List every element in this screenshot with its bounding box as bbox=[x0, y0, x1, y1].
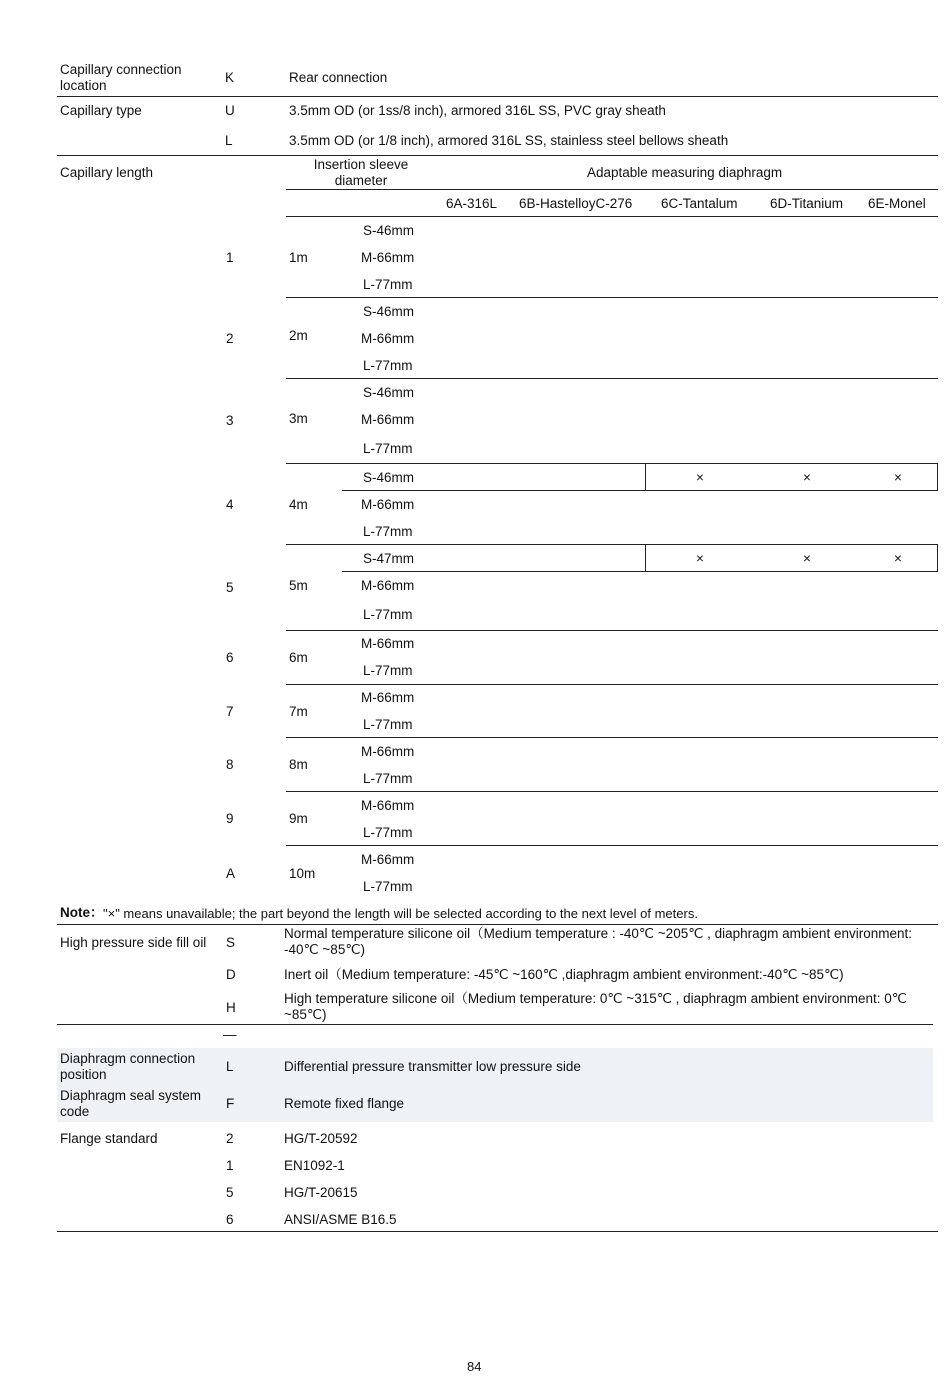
fill-oil-code: S bbox=[226, 935, 236, 950]
capillary-type-label: Capillary type bbox=[60, 103, 142, 118]
divider bbox=[286, 845, 938, 846]
capillary-type-desc: 3.5mm OD (or 1/8 inch), armored 316L SS, stainless steel bellows sheath bbox=[289, 133, 729, 148]
length-value: 9m bbox=[289, 811, 308, 826]
divider bbox=[286, 297, 938, 298]
divider bbox=[57, 155, 938, 156]
length-code: 8 bbox=[226, 757, 234, 772]
flange-desc: EN1092-1 bbox=[284, 1158, 345, 1173]
length-code: A bbox=[226, 866, 236, 881]
sleeve-size: M-66mm bbox=[361, 578, 415, 593]
sleeve-size: L-77mm bbox=[363, 524, 413, 539]
sleeve-size: L-77mm bbox=[363, 717, 413, 732]
sleeve-size: L-77mm bbox=[363, 607, 413, 622]
fill-oil-desc: Normal temperature silicone oil（Medium temperature : -40℃ ~205℃ , diaphragm ambient environment: -40℃ ~85℃) bbox=[284, 926, 912, 957]
fill-oil-desc: High temperature silicone oil（Medium temperature: 0℃ ~315℃ , diaphragm ambient environment: 0℃ ~85℃) bbox=[284, 991, 907, 1022]
insertion-sleeve-header: Insertion sleeve diameter bbox=[313, 157, 409, 188]
diaphragm-6a: 6A-316L bbox=[446, 196, 498, 211]
unavailable-mark: × bbox=[696, 470, 704, 485]
flange-code: 1 bbox=[226, 1158, 234, 1173]
flange-desc: HG/T-20592 bbox=[284, 1131, 358, 1146]
flange-code: 6 bbox=[226, 1212, 234, 1227]
sleeve-size: M-66mm bbox=[361, 331, 415, 346]
flange-code: 2 bbox=[226, 1131, 234, 1146]
capillary-type-code: U bbox=[225, 103, 235, 118]
fill-oil-code: H bbox=[226, 1000, 236, 1015]
fill-oil-code: D bbox=[226, 967, 236, 982]
divider bbox=[342, 571, 938, 572]
sleeve-size: L-77mm bbox=[363, 441, 413, 456]
divider bbox=[286, 216, 938, 217]
sleeve-size: L-77mm bbox=[363, 825, 413, 840]
sleeve-size: L-77mm bbox=[363, 277, 413, 292]
divider bbox=[286, 791, 938, 792]
seal-system-label: Diaphragm seal system code bbox=[60, 1088, 202, 1119]
unavailable-box-edge bbox=[937, 544, 938, 571]
flange-code: 5 bbox=[226, 1185, 234, 1200]
unavailable-box-edge bbox=[937, 463, 938, 490]
diaphragm-header: Adaptable measuring diaphragm bbox=[587, 165, 783, 180]
sleeve-size: L-77mm bbox=[363, 663, 413, 678]
fill-oil-label: High pressure side fill oil bbox=[60, 935, 207, 950]
note-label: Note： bbox=[60, 905, 104, 920]
unavailable-box-edge bbox=[645, 544, 646, 571]
diaphragm-connection-desc: Differential pressure transmitter low pressure side bbox=[284, 1059, 581, 1074]
length-code: 5 bbox=[226, 580, 234, 595]
divider bbox=[286, 189, 938, 190]
sleeve-size: S-46mm bbox=[363, 223, 415, 238]
unavailable-mark: × bbox=[696, 551, 704, 566]
sleeve-size: M-66mm bbox=[361, 690, 415, 705]
sleeve-size: L-77mm bbox=[363, 771, 413, 786]
sleeve-size: S-46mm bbox=[363, 470, 415, 485]
sleeve-size: S-46mm bbox=[363, 385, 415, 400]
sleeve-size: L-77mm bbox=[363, 358, 413, 373]
length-code: 9 bbox=[226, 811, 234, 826]
divider bbox=[57, 1024, 933, 1025]
length-value: 6m bbox=[289, 650, 308, 665]
diaphragm-6d: 6D-Titanium bbox=[770, 196, 844, 211]
flange-desc: HG/T-20615 bbox=[284, 1185, 358, 1200]
length-code: 2 bbox=[226, 331, 234, 346]
seal-system-code: F bbox=[226, 1096, 235, 1111]
length-code: 1 bbox=[226, 250, 234, 265]
diaphragm-6e: 6E-Monel bbox=[868, 196, 926, 211]
diaphragm-connection-label: Diaphragm connection position bbox=[60, 1051, 196, 1082]
unavailable-mark: × bbox=[894, 470, 902, 485]
sleeve-size: S-46mm bbox=[363, 304, 415, 319]
unavailable-mark: × bbox=[803, 551, 811, 566]
divider bbox=[57, 96, 938, 97]
length-value: 10m bbox=[289, 866, 316, 881]
capillary-length-label: Capillary length bbox=[60, 165, 154, 180]
length-value: 2m bbox=[289, 328, 308, 343]
flange-standard-label: Flange standard bbox=[60, 1131, 158, 1146]
diaphragm-6b: 6B-HastelloyC-276 bbox=[519, 196, 633, 211]
unavailable-mark: × bbox=[803, 470, 811, 485]
sleeve-size: M-66mm bbox=[361, 852, 415, 867]
sleeve-size: M-66mm bbox=[361, 798, 415, 813]
separator-dash: — bbox=[223, 1027, 237, 1042]
divider bbox=[286, 737, 938, 738]
length-code: 3 bbox=[226, 413, 234, 428]
length-value: 8m bbox=[289, 757, 308, 772]
divider bbox=[342, 490, 938, 491]
divider bbox=[286, 630, 938, 631]
divider bbox=[57, 1231, 938, 1232]
divider bbox=[286, 544, 938, 545]
sleeve-size: M-66mm bbox=[361, 636, 415, 651]
sleeve-size: M-66mm bbox=[361, 497, 415, 512]
flange-desc: ANSI/ASME B16.5 bbox=[284, 1212, 397, 1227]
fill-oil-desc: Inert oil（Medium temperature: -45℃ ~160℃ ,diaphragm ambient environment:-40℃ ~85℃) bbox=[284, 967, 844, 982]
length-value: 7m bbox=[289, 704, 308, 719]
divider bbox=[286, 684, 938, 685]
diaphragm-6c: 6C-Tantalum bbox=[661, 196, 738, 211]
length-value: 3m bbox=[289, 411, 308, 426]
length-value: 1m bbox=[289, 250, 308, 265]
page-number: 84 bbox=[467, 1359, 482, 1374]
sleeve-size: S-47mm bbox=[363, 551, 415, 566]
unavailable-box-edge bbox=[645, 463, 646, 490]
length-value: 5m bbox=[289, 578, 308, 593]
diaphragm-connection-code: L bbox=[226, 1059, 234, 1074]
sleeve-size: M-66mm bbox=[361, 412, 415, 427]
sleeve-size: L-77mm bbox=[363, 879, 413, 894]
length-code: 7 bbox=[226, 704, 234, 719]
capillary-type-code: L bbox=[225, 133, 233, 148]
capillary-type-desc: 3.5mm OD (or 1ss/8 inch), armored 316L SS, PVC gray sheath bbox=[289, 103, 666, 118]
sleeve-size: M-66mm bbox=[361, 250, 415, 265]
length-code: 6 bbox=[226, 650, 234, 665]
sleeve-size: M-66mm bbox=[361, 744, 415, 759]
capillary-connection-code: K bbox=[225, 70, 235, 85]
capillary-connection-label: Capillary connection location bbox=[60, 62, 182, 93]
divider bbox=[286, 463, 938, 464]
divider bbox=[286, 378, 938, 379]
note-text: "×" means unavailable; the part beyond the length will be selected according to the next level of meters. bbox=[103, 906, 698, 921]
length-value: 4m bbox=[289, 497, 308, 512]
divider bbox=[57, 924, 938, 925]
length-code: 4 bbox=[226, 497, 234, 512]
capillary-connection-desc: Rear connection bbox=[289, 70, 388, 85]
unavailable-mark: × bbox=[894, 551, 902, 566]
seal-system-desc: Remote fixed flange bbox=[284, 1096, 405, 1111]
